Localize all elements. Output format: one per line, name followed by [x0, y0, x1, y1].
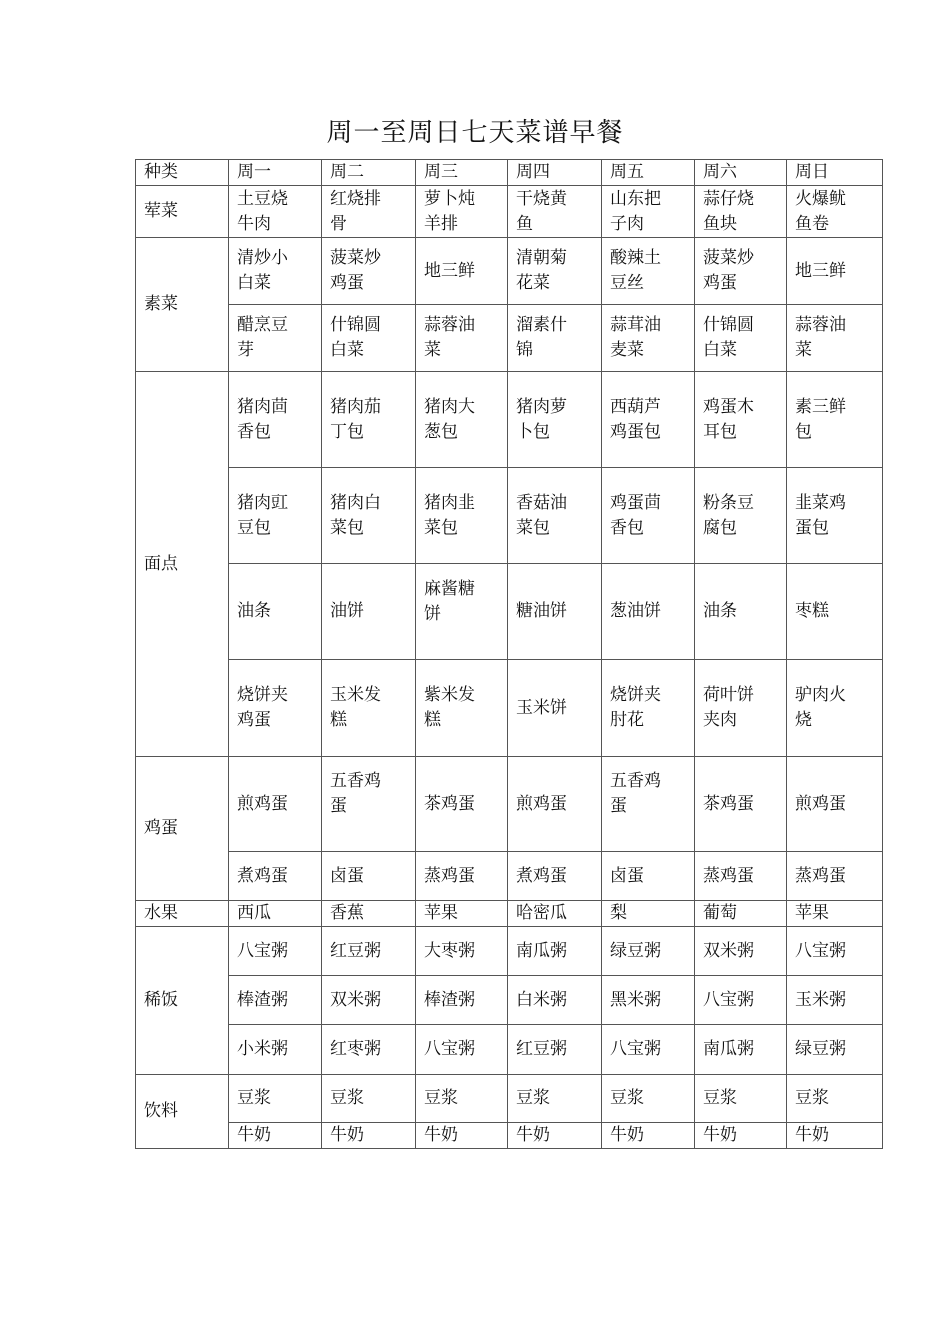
table-row — [136, 372, 883, 468]
dish-cell — [508, 1075, 602, 1123]
dish-cell — [695, 1025, 787, 1075]
dish-cell — [695, 757, 787, 852]
table-row — [136, 564, 883, 660]
dish-name: 五香鸡蛋 — [610, 771, 661, 816]
dish-name: 清炒小白菜 — [237, 248, 288, 293]
category-cell: 素菜 — [136, 238, 229, 372]
dish-cell — [695, 1123, 787, 1149]
dish-name: 油条 — [237, 601, 271, 621]
dish-cell — [508, 1123, 602, 1149]
table-row — [136, 305, 883, 372]
dish-cell — [508, 305, 602, 372]
dish-cell — [508, 1025, 602, 1075]
dish-name: 西葫芦鸡蛋包 — [610, 396, 661, 442]
dish-name: 牛奶 — [795, 1125, 829, 1145]
dish-name: 豆浆 — [330, 1088, 364, 1108]
dish-cell — [508, 660, 602, 757]
dish-name: 牛奶 — [703, 1125, 737, 1145]
dish-name: 麻酱糖饼 — [424, 578, 475, 624]
dish-cell — [322, 757, 416, 852]
dish-name: 豆浆 — [703, 1088, 737, 1108]
dish-name: 小米粥 — [237, 1039, 288, 1059]
dish-cell — [229, 372, 322, 468]
dish-name: 哈密瓜 — [516, 903, 567, 923]
dish-name: 豆浆 — [610, 1088, 644, 1108]
dish-name: 八宝粥 — [610, 1039, 661, 1059]
category-cell: 稀饭 — [136, 927, 229, 1075]
dish-cell — [695, 976, 787, 1025]
dish-name: 南瓜粥 — [516, 940, 567, 961]
dish-name: 茶鸡蛋 — [424, 793, 475, 814]
dish-cell — [602, 564, 695, 660]
table-row — [136, 927, 883, 976]
dish-name: 猪肉萝卜包 — [516, 396, 567, 442]
dish-name: 豆浆 — [516, 1088, 550, 1108]
dish-cell — [508, 564, 602, 660]
dish-name: 八宝粥 — [795, 940, 846, 961]
dish-name: 烧饼夹鸡蛋 — [237, 685, 288, 730]
dish-name: 葡萄 — [703, 903, 737, 923]
dish-cell — [602, 1075, 695, 1123]
dish-cell — [787, 660, 883, 757]
dish-name: 鸡蛋木耳包 — [703, 396, 754, 442]
dish-cell — [787, 564, 883, 660]
table-row — [136, 1075, 883, 1123]
dish-name: 玉米饼 — [516, 697, 567, 718]
dish-name: 醋烹豆芽 — [237, 315, 288, 360]
dish-name: 猪肉白菜包 — [330, 492, 381, 538]
dish-cell — [416, 1025, 508, 1075]
dish-name: 绿豆粥 — [610, 940, 661, 961]
dish-cell — [508, 852, 602, 901]
dish-cell — [229, 1025, 322, 1075]
dish-cell — [322, 186, 416, 238]
dish-name: 煮鸡蛋 — [516, 865, 567, 886]
dish-name: 猪肉韭菜包 — [424, 492, 475, 538]
dish-cell — [229, 186, 322, 238]
table-row — [136, 468, 883, 564]
dish-cell — [322, 1075, 416, 1123]
dish-cell — [416, 186, 508, 238]
dish-name: 菠菜炒鸡蛋 — [703, 248, 754, 293]
header-row — [136, 160, 883, 186]
dish-name: 地三鲜 — [424, 260, 475, 281]
dish-cell — [602, 1025, 695, 1075]
dish-name: 煎鸡蛋 — [237, 793, 288, 814]
dish-name: 粉条豆腐包 — [703, 492, 754, 538]
dish-cell — [787, 757, 883, 852]
dish-name: 白米粥 — [516, 989, 567, 1010]
dish-cell — [695, 564, 787, 660]
table-row — [136, 901, 883, 927]
dish-cell — [602, 757, 695, 852]
dish-cell — [787, 852, 883, 901]
dish-name: 油饼 — [330, 601, 364, 621]
dish-cell — [322, 305, 416, 372]
dish-cell — [229, 757, 322, 852]
dish-name: 猪肉豇豆包 — [237, 492, 288, 538]
table-row — [136, 660, 883, 757]
dish-name: 豆浆 — [795, 1088, 829, 1108]
dish-cell — [602, 238, 695, 305]
dish-name: 牛奶 — [610, 1125, 644, 1145]
dish-name: 猪肉茴香包 — [237, 396, 288, 442]
dish-cell — [787, 186, 883, 238]
header-cell: 周六 — [695, 160, 787, 186]
dish-cell — [508, 757, 602, 852]
dish-cell — [322, 468, 416, 564]
dish-cell — [229, 1075, 322, 1123]
dish-name: 双米粥 — [703, 940, 754, 961]
dish-name: 火爆鱿鱼卷 — [795, 188, 846, 234]
dish-cell — [602, 976, 695, 1025]
header-cell: 周五 — [602, 160, 695, 186]
dish-name: 枣糕 — [795, 601, 829, 621]
dish-cell — [416, 976, 508, 1025]
dish-name: 香蕉 — [330, 903, 364, 923]
dish-cell — [416, 1075, 508, 1123]
dish-cell — [322, 564, 416, 660]
dish-cell — [322, 852, 416, 901]
dish-cell — [602, 372, 695, 468]
dish-name: 酸辣土豆丝 — [610, 248, 661, 293]
dish-name: 梨 — [610, 903, 627, 923]
menu-table-body — [136, 160, 883, 1149]
dish-cell — [508, 238, 602, 305]
dish-cell — [695, 660, 787, 757]
dish-cell — [787, 927, 883, 976]
dish-cell — [416, 238, 508, 305]
dish-name: 苹果 — [424, 903, 458, 923]
dish-name: 蒸鸡蛋 — [424, 865, 475, 886]
dish-cell — [229, 660, 322, 757]
dish-cell — [787, 1025, 883, 1075]
header-cell: 周四 — [508, 160, 602, 186]
dish-name: 玉米粥 — [795, 989, 846, 1010]
dish-name: 红枣粥 — [330, 1039, 381, 1059]
dish-name: 萝卜炖羊排 — [424, 188, 475, 234]
dish-cell — [322, 660, 416, 757]
dish-name: 牛奶 — [237, 1125, 271, 1145]
dish-name: 八宝粥 — [703, 989, 754, 1010]
dish-cell — [695, 238, 787, 305]
dish-name: 棒渣粥 — [237, 989, 288, 1010]
dish-name: 菠菜炒鸡蛋 — [330, 248, 381, 293]
dish-name: 荷叶饼夹肉 — [703, 685, 754, 730]
dish-name: 红烧排骨 — [330, 188, 381, 234]
dish-cell — [602, 468, 695, 564]
dish-cell — [508, 372, 602, 468]
dish-cell — [416, 660, 508, 757]
dish-cell — [229, 468, 322, 564]
dish-cell — [229, 238, 322, 305]
dish-cell — [229, 305, 322, 372]
dish-cell — [229, 852, 322, 901]
dish-cell — [787, 976, 883, 1025]
dish-cell — [416, 372, 508, 468]
dish-cell — [229, 564, 322, 660]
dish-cell — [695, 852, 787, 901]
dish-cell — [322, 372, 416, 468]
dish-cell — [508, 927, 602, 976]
dish-cell — [229, 1123, 322, 1149]
dish-name: 葱油饼 — [610, 601, 661, 621]
dish-name: 糖油饼 — [516, 601, 567, 621]
dish-cell — [695, 468, 787, 564]
category-cell: 面点 — [136, 372, 229, 757]
table-row — [136, 976, 883, 1025]
dish-cell — [508, 901, 602, 927]
dish-cell — [508, 468, 602, 564]
dish-cell — [416, 927, 508, 976]
dish-name: 双米粥 — [330, 989, 381, 1010]
table-row — [136, 1025, 883, 1075]
dish-cell — [322, 901, 416, 927]
dish-name: 苹果 — [795, 903, 829, 923]
dish-name: 地三鲜 — [795, 260, 846, 281]
dish-name: 西瓜 — [237, 903, 271, 923]
dish-name: 煎鸡蛋 — [795, 793, 846, 814]
dish-name: 韭菜鸡蛋包 — [795, 492, 846, 538]
dish-name: 红豆粥 — [330, 940, 381, 961]
category-cell: 水果 — [136, 901, 229, 927]
category-cell: 饮料 — [136, 1075, 229, 1149]
dish-cell — [416, 1123, 508, 1149]
dish-name: 蒜蓉油菜 — [424, 315, 475, 360]
menu-table — [135, 159, 883, 1149]
dish-cell — [787, 372, 883, 468]
dish-cell — [695, 901, 787, 927]
dish-name: 素三鲜包 — [795, 396, 846, 442]
dish-name: 南瓜粥 — [703, 1039, 754, 1059]
dish-cell — [695, 927, 787, 976]
dish-name: 牛奶 — [424, 1125, 458, 1145]
dish-cell — [322, 1123, 416, 1149]
dish-cell — [322, 1025, 416, 1075]
table-row — [136, 186, 883, 238]
dish-cell — [322, 927, 416, 976]
dish-cell — [787, 1123, 883, 1149]
dish-cell — [416, 757, 508, 852]
dish-cell — [602, 927, 695, 976]
dish-cell — [229, 976, 322, 1025]
dish-cell — [416, 901, 508, 927]
dish-cell — [695, 1075, 787, 1123]
dish-cell — [602, 305, 695, 372]
dish-name: 八宝粥 — [424, 1039, 475, 1059]
dish-cell — [695, 186, 787, 238]
dish-name: 紫米发糕 — [424, 685, 475, 730]
dish-cell — [787, 468, 883, 564]
dish-name: 蒸鸡蛋 — [795, 865, 846, 886]
dish-name: 牛奶 — [330, 1125, 364, 1145]
header-cell: 周二 — [322, 160, 416, 186]
dish-name: 卤蛋 — [330, 865, 364, 886]
dish-name: 八宝粥 — [237, 940, 288, 961]
table-row — [136, 1123, 883, 1149]
category-cell: 鸡蛋 — [136, 757, 229, 901]
page-title: 周一至周日七天菜谱早餐 — [326, 118, 624, 148]
header-cell: 周一 — [229, 160, 322, 186]
dish-name: 干烧黄鱼 — [516, 188, 567, 234]
dish-name: 猪肉大葱包 — [424, 396, 475, 442]
dish-name: 蒜蓉油菜 — [795, 315, 846, 360]
dish-cell — [602, 186, 695, 238]
dish-name: 大枣粥 — [424, 940, 475, 961]
dish-name: 豆浆 — [424, 1088, 458, 1108]
dish-name: 油条 — [703, 601, 737, 621]
dish-name: 棒渣粥 — [424, 989, 475, 1010]
dish-cell — [787, 305, 883, 372]
table-row — [136, 757, 883, 852]
dish-name: 卤蛋 — [610, 865, 644, 886]
dish-cell — [787, 1075, 883, 1123]
header-cell: 周三 — [416, 160, 508, 186]
dish-cell — [602, 1123, 695, 1149]
dish-cell — [602, 852, 695, 901]
dish-name: 煎鸡蛋 — [516, 793, 567, 814]
dish-cell — [416, 468, 508, 564]
header-cell: 种类 — [136, 160, 229, 186]
dish-name: 驴肉火烧 — [795, 685, 846, 730]
dish-name: 什锦圆白菜 — [330, 315, 381, 360]
dish-cell — [229, 901, 322, 927]
dish-name: 蒜仔烧鱼块 — [703, 188, 754, 234]
dish-cell — [787, 238, 883, 305]
dish-name: 红豆粥 — [516, 1039, 567, 1059]
dish-cell — [602, 901, 695, 927]
dish-name: 猪肉茄丁包 — [330, 396, 381, 442]
dish-name: 蒸鸡蛋 — [703, 865, 754, 886]
dish-name: 清朝菊花菜 — [516, 248, 567, 293]
dish-name: 茶鸡蛋 — [703, 793, 754, 814]
dish-name: 豆浆 — [237, 1088, 271, 1108]
dish-cell — [508, 976, 602, 1025]
dish-name: 黑米粥 — [610, 989, 661, 1010]
dish-name: 山东把子肉 — [610, 188, 661, 234]
dish-cell — [416, 305, 508, 372]
dish-name: 鸡蛋茴香包 — [610, 492, 661, 538]
dish-name: 什锦圆白菜 — [703, 315, 754, 360]
dish-cell — [322, 976, 416, 1025]
dish-name: 蒜茸油麦菜 — [610, 315, 661, 360]
dish-name: 煮鸡蛋 — [237, 865, 288, 886]
dish-name: 溜素什锦 — [516, 315, 567, 360]
dish-name: 烧饼夹肘花 — [610, 685, 661, 730]
dish-cell — [695, 372, 787, 468]
dish-name: 牛奶 — [516, 1125, 550, 1145]
dish-cell — [416, 852, 508, 901]
dish-cell — [787, 901, 883, 927]
header-cell: 周日 — [787, 160, 883, 186]
dish-cell — [322, 238, 416, 305]
dish-name: 绿豆粥 — [795, 1039, 846, 1059]
category-cell: 荤菜 — [136, 186, 229, 238]
dish-name: 五香鸡蛋 — [330, 771, 381, 816]
dish-name: 玉米发糕 — [330, 685, 381, 730]
dish-cell — [695, 305, 787, 372]
table-row — [136, 852, 883, 901]
dish-cell — [508, 186, 602, 238]
dish-name: 土豆烧牛肉 — [237, 188, 288, 234]
dish-cell — [602, 660, 695, 757]
dish-cell — [416, 564, 508, 660]
dish-name: 香菇油菜包 — [516, 492, 567, 538]
table-row — [136, 238, 883, 305]
dish-cell — [229, 927, 322, 976]
